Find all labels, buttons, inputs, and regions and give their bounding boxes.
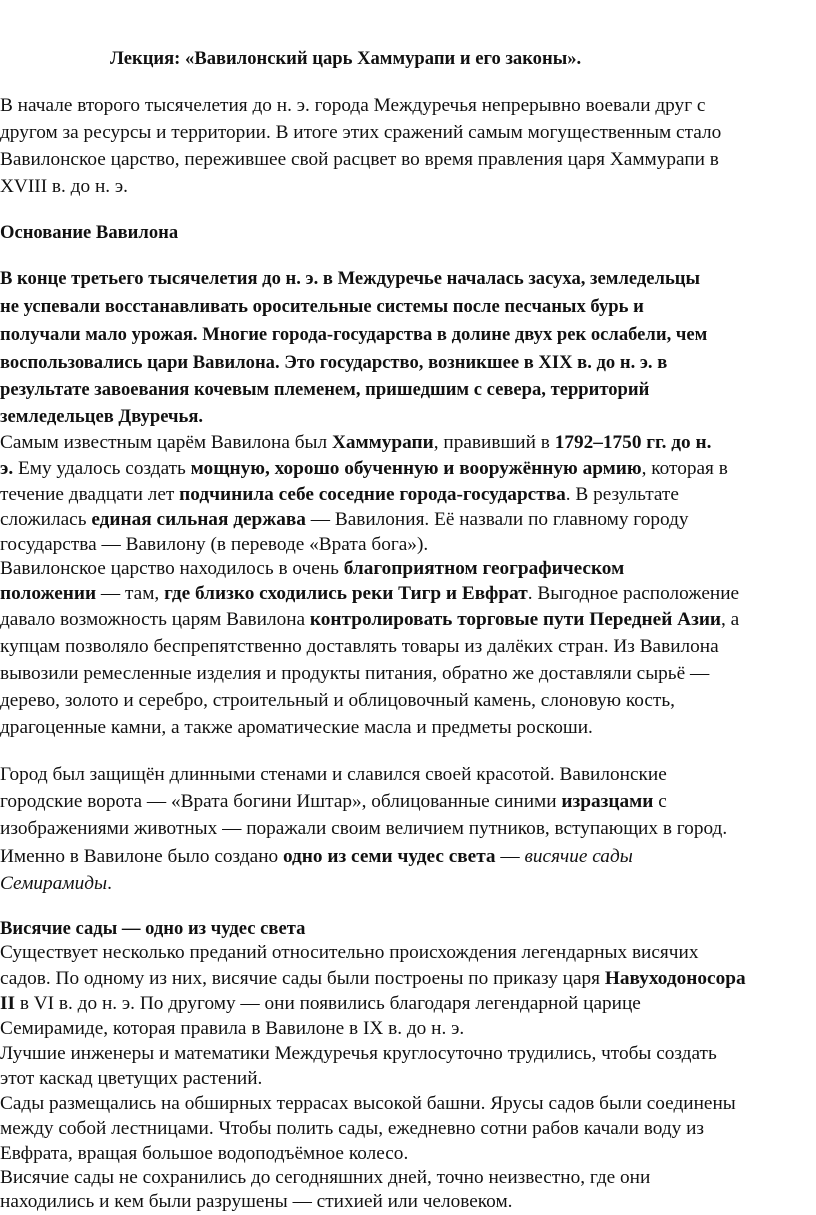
intro-line: другом за ресурсы и территории. В итоге этих сражений самым могущественным стало [0,122,722,143]
bold-conquest: подчинила себе соседние города-государства [179,484,566,505]
paragraph-line: находились и кем были разрушены — стихией или человеком. [0,1191,513,1212]
bold-reign-years: 1792–1750 гг. до н. [554,432,712,453]
bold-hammurabi: Хаммурапи [331,432,434,453]
paragraph-line: этот каскад цветущих растений. [0,1068,263,1089]
paragraph-line: Евфрата, вращая большое водоподъёмное колесо. [0,1143,409,1164]
paragraph-line: садов. По одному из них, висячие сады были построены по приказу царя Навуходоносора [0,968,746,989]
bold-wonder: одно из семи чудес света [282,846,496,867]
bold-army: мощную, хорошо обученную и вооружённую армию [190,458,642,479]
paragraph-line: В конце третьего тысячелетия до н. э. в Междуречье началась засуха, земледельцы [0,268,701,289]
paragraph-line: Город был защищён длинными стенами и славился своей красотой. Вавилонские [0,764,667,785]
paragraph-line: воспользовались цари Вавилона. Это государство, возникшее в XIX в. до н. э. в [0,352,668,373]
section-heading-founding: Основание Вавилона [0,222,179,243]
paragraph-line: положении — там, где близко сходились реки Тигр и Евфрат. Выгодное расположение [0,583,740,604]
paragraph-line: давало возможность царям Вавилона контролировать торговые пути Передней Азии, а [0,609,740,630]
paragraph-line: городские ворота — «Врата богини Иштар», облицованные синими изразцами с [0,791,667,812]
bold-geography: благоприятном географическом [343,558,625,579]
paragraph-line: дерево, золото и серебро, строительный и облицовочный камень, слоновую кость, [0,690,675,711]
intro-line: XVIII в. до н. э. [0,176,129,197]
paragraph-line: э. Ему удалось создать мощную, хорошо обученную и вооружённую армию, которая в [0,458,728,479]
paragraph-line: изображениями животных — поражали своим величием путников, вступающих в город. [0,818,728,839]
document-title: Лекция: «Вавилонский царь Хаммурапи и его законы». [110,48,582,69]
paragraph-line: сложилась единая сильная держава — Вавилония. Её назвали по главному городу [0,509,689,530]
section-heading-gardens: Висячие сады — одно из чудес света [0,918,306,939]
paragraph-line: купцам позволяло беспрепятственно доставлять товары из далёких стран. Из Вавилона [0,636,719,657]
paragraph-line: Семирамиде, которая правила в Вавилоне в IX в. до н. э. [0,1018,465,1039]
paragraph-line: Существует несколько преданий относительно происхождения легендарных висячих [0,942,699,963]
paragraph-line: Висячие сады не сохранились до сегодняшних дней, точно неизвестно, где они [0,1167,651,1188]
paragraph-line: земледельцев Двуречья. [0,406,204,427]
paragraph-line: не успевали восстанавливать оросительные системы после песчаных бурь и [0,296,644,317]
paragraph-line: вывозили ремесленные изделия и продукты питания, обратно же доставляли сырьё — [0,663,710,684]
paragraph-line: между собой лестницами. Чтобы полить сады, ежедневно сотни рабов качали воду из [0,1118,705,1139]
paragraph-line: Самым известным царём Вавилона был Хаммурапи, правивший в 1792–1750 гг. до н. [0,432,712,453]
bold-trade-routes: контролировать торговые пути Передней Азии [309,609,722,630]
paragraph-line: II в VI в. до н. э. По другому — они появились благодаря легендарной царице [0,993,641,1014]
bold-rivers: где близко сходились реки Тигр и Евфрат [164,583,528,604]
italic-hanging-gardens: висячие сады [524,846,633,867]
bold-nebuchadnezzar: Навуходоносора [604,968,746,989]
paragraph-line: результате завоевания кочевым племенем, пришедшим с севера, территорий [0,379,650,400]
bold-state: единая сильная держава [91,509,306,530]
paragraph-line: Семирамиды. [0,873,112,894]
paragraph-line: Вавилонское царство находилось в очень благоприятном географическом [0,558,625,579]
paragraph-line: Сады размещались на обширных террасах высокой башни. Ярусы садов были соединены [0,1093,736,1114]
paragraph-line: течение двадцати лет подчинила себе соседние города-государства. В результате [0,484,679,505]
intro-line: Вавилонское царство, пережившее свой расцвет во время правления царя Хаммурапи в [0,149,719,170]
paragraph-line: получали мало урожая. Многие города-государства в долине двух рек ослабели, чем [0,324,708,345]
paragraph-line: Лучшие инженеры и математики Междуречья круглосуточно трудились, чтобы создать [0,1043,717,1064]
bold-tiles: изразцами [561,791,654,812]
paragraph-line: Именно в Вавилоне было создано одно из семи чудес света — висячие сады [0,846,633,867]
intro-line: В начале второго тысячелетия до н. э. города Междуречья непрерывно воевали друг с [0,95,706,116]
paragraph-line: драгоценные камни, а также ароматические масла и предметы роскоши. [0,717,593,738]
paragraph-line: государства — Вавилону (в переводе «Врата бога»). [0,534,429,555]
